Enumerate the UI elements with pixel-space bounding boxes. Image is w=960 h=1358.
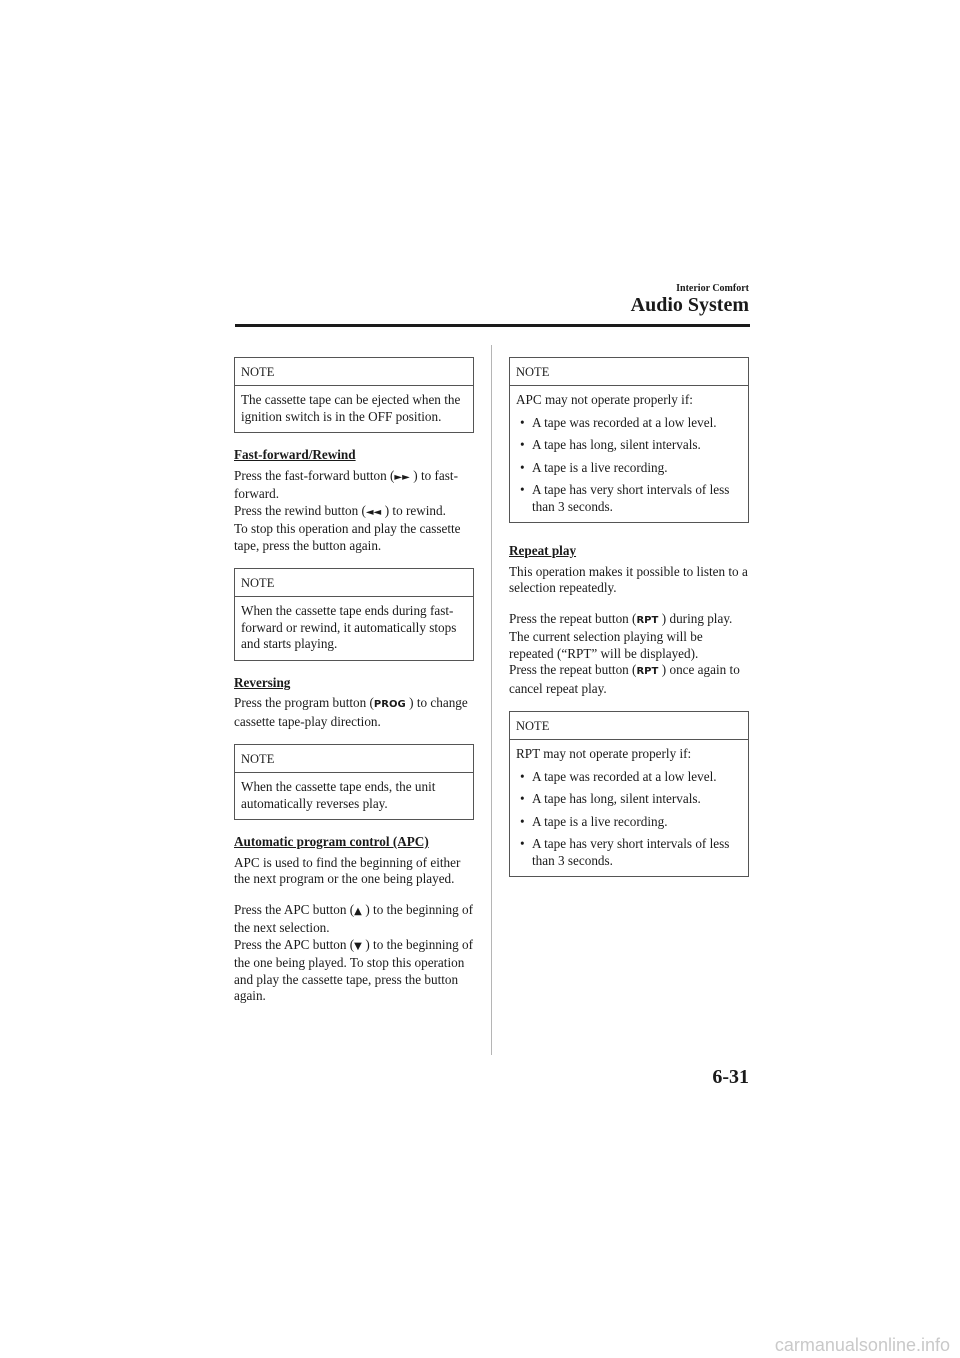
rev-text-b: ) to change cassette tape-play direction. — [234, 695, 468, 729]
repeat-usage-text — [509, 611, 749, 698]
header-rule — [235, 324, 750, 327]
section-title: Audio System — [630, 294, 749, 316]
ff-stop-text: To stop this operation and play the cassette tape, press the button again. — [234, 521, 461, 553]
apc-down-b: ) to the beginning of the one being played. To stop this operation and play the cassette tape, press the button again. — [234, 936, 474, 1003]
note-box-ff-end — [234, 568, 474, 661]
rew-text-a: Press the rewind button ( — [234, 502, 366, 518]
rewind-icon: ◄◄ — [365, 506, 385, 518]
note-bullets — [516, 769, 742, 870]
ff-text-b: ) to fast-forward. — [234, 467, 458, 501]
prog-button-icon: PROG — [373, 699, 410, 710]
list-item: • A tape has very short intervals of less than 3 seconds. — [516, 836, 742, 869]
note-box-rpt — [509, 711, 749, 877]
note-label: NOTE — [510, 712, 748, 740]
note-intro: APC may not operate properly if: — [516, 392, 693, 407]
note-body — [510, 386, 748, 522]
apc-usage-text — [234, 902, 474, 1005]
rpt-b: ) during play. The current selection playing will be repeated (“RPT” will be displayed). — [509, 610, 733, 661]
note-label: NOTE — [510, 358, 748, 386]
fast-forward-icon: ►► — [394, 471, 414, 483]
rew-text-b: ) to rewind. — [384, 502, 446, 518]
list-item: • A tape is a live recording. — [516, 460, 742, 477]
repeat-intro-text: This operation makes it possible to listen to a selection repeatedly. — [509, 563, 748, 595]
note-label: NOTE — [235, 745, 473, 773]
section-label: Interior Comfort — [676, 283, 749, 294]
note-bullets — [516, 415, 742, 516]
heading-apc: Automatic program control (APC) — [234, 834, 429, 849]
rpt-c: Press the repeat button ( — [509, 662, 637, 677]
ff-text-a: Press the fast-forward button ( — [234, 467, 395, 483]
rpt-d: ) once again to cancel repeat play. — [509, 662, 740, 696]
reversing-text — [234, 695, 474, 730]
page-number: 6-31 — [712, 1066, 749, 1088]
ff-rewind-text — [234, 468, 474, 555]
right-column — [509, 357, 749, 891]
apc-intro-text: APC is used to find the beginning of either the next program or the one being played. — [234, 854, 461, 886]
list-item: • A tape is a live recording. — [516, 814, 742, 831]
left-column — [234, 357, 474, 1019]
note-text: When the cassette tape ends during fast-forward or rewind, it automatically stops and starts playing. — [241, 603, 457, 651]
note-body — [510, 740, 748, 876]
list-item: • A tape was recorded at a low level. — [516, 769, 742, 786]
note-label: NOTE — [235, 569, 473, 597]
apc-up-b: ) to the beginning of the next selection. — [234, 901, 474, 935]
note-text: The cassette tape can be ejected when the ignition switch is in the OFF position. — [241, 392, 461, 424]
note-text: When the cassette tape ends, the unit automatically reverses play. — [241, 779, 436, 811]
column-divider — [491, 345, 492, 1055]
list-item: • A tape has long, silent intervals. — [516, 791, 742, 808]
down-arrow-icon: ▼ — [354, 940, 366, 952]
note-label: NOTE — [235, 358, 473, 386]
note-intro: RPT may not operate properly if: — [516, 746, 692, 761]
rpt-button-icon: RPT — [636, 614, 662, 626]
rpt-button-icon: RPT — [636, 666, 662, 677]
heading-fast-forward-rewind: Fast-forward/Rewind — [234, 447, 356, 462]
list-item: • A tape was recorded at a low level. — [516, 415, 742, 432]
apc-up-a: Press the APC button ( — [234, 901, 355, 917]
list-item: • A tape has long, silent intervals. — [516, 437, 742, 454]
list-item: • A tape has very short intervals of less than 3 seconds. — [516, 482, 742, 515]
watermark: carmanualsonline.info — [774, 1335, 950, 1355]
note-box-apc — [509, 357, 749, 523]
note-box-reverse — [234, 744, 474, 820]
rpt-a: Press the repeat button ( — [509, 610, 637, 626]
up-arrow-icon: ▲ — [354, 905, 366, 917]
heading-repeat-play: Repeat play — [509, 543, 577, 558]
heading-reversing: Reversing — [234, 674, 291, 690]
rev-text-a: Press the program button ( — [234, 695, 374, 710]
note-box-eject — [234, 357, 474, 433]
apc-down-a: Press the APC button ( — [234, 936, 355, 952]
